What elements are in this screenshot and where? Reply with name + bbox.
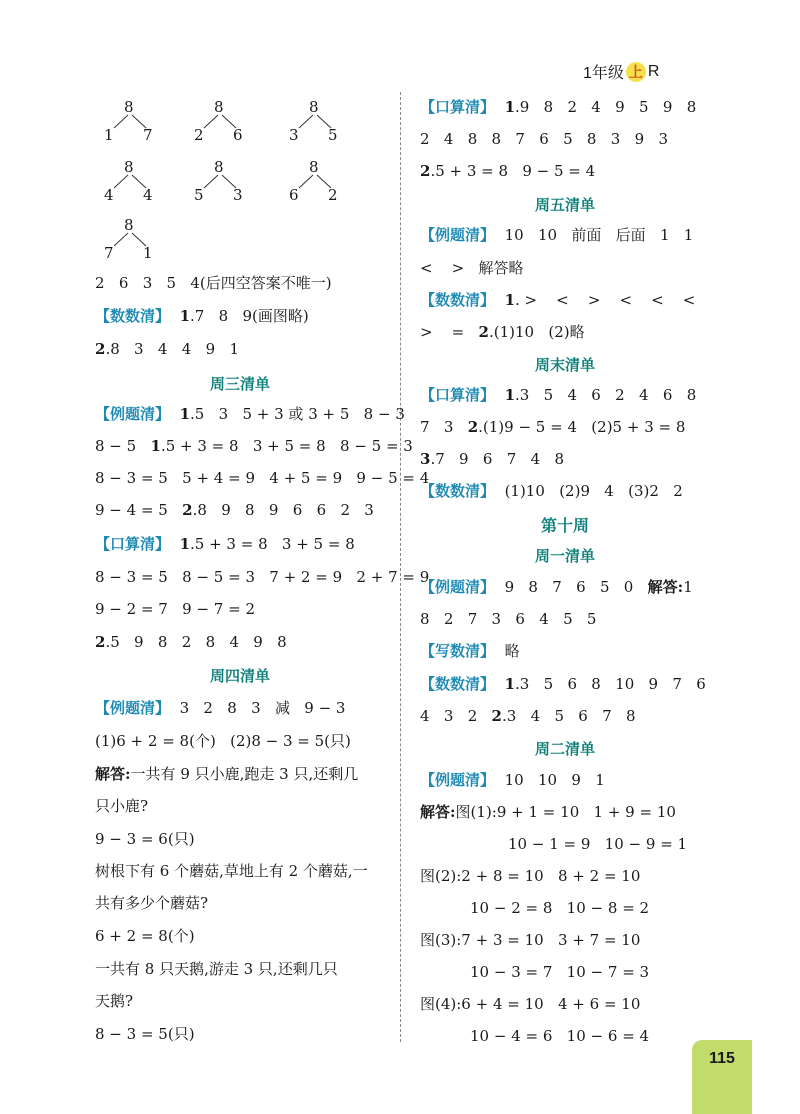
text-line xyxy=(420,322,585,342)
text-line: 8 − 3 = 5 5 + 4 = 9 4 + 5 = 9 9 − 5 = 4 xyxy=(95,469,430,487)
answer-text: 8 − 5 xyxy=(95,437,151,455)
text-line: 10 − 3 = 7 10 − 7 = 3 xyxy=(470,963,650,981)
answer-text: .5 + 3 = 8 3 + 5 = 8 8 − 5 = 3 xyxy=(160,437,413,455)
answer-text: > = xyxy=(420,323,479,341)
tag-kousuan: 【口算清】 xyxy=(95,535,171,553)
answer-text: 3 2 8 3 减 9 − 3 xyxy=(179,699,346,717)
text-line: 天鹅? xyxy=(95,992,134,1010)
number-bond xyxy=(190,158,250,218)
tag-shushu: 【数数清】 xyxy=(420,291,496,309)
text-line: 树根下有 6 个蘑菇,草地上有 2 个蘑菇,一 xyxy=(95,862,368,880)
text-line: 只小鹿? xyxy=(95,797,149,815)
number-bond xyxy=(100,98,160,158)
grade-badge: 上 xyxy=(626,62,646,82)
answer-text: 略 xyxy=(504,642,520,660)
tag-liti: 【例题清】 xyxy=(95,699,171,717)
bond-right: 3 xyxy=(233,186,243,204)
answer-text: .(1)10 (2)略 xyxy=(488,323,585,341)
item-number: 2 xyxy=(478,323,489,341)
text-line xyxy=(420,802,676,822)
text-line: 图(4):6 + 4 = 10 4 + 6 = 10 xyxy=(420,995,641,1013)
bond-right: 7 xyxy=(143,126,153,144)
answer-text: .5 + 3 = 8 9 − 5 = 4 xyxy=(430,162,596,180)
bond-top: 8 xyxy=(214,158,224,176)
answer-text: .(1)9 − 5 = 4 (2)5 + 3 = 8 xyxy=(478,418,686,436)
page-number: 115 xyxy=(709,1050,735,1067)
bond-top: 8 xyxy=(309,98,319,116)
bond-top: 8 xyxy=(309,158,319,176)
bond-left: 5 xyxy=(194,186,204,204)
answer-text: 图(1):9 + 1 = 10 1 + 9 = 10 xyxy=(455,803,676,821)
text-line: 10 − 2 = 8 10 − 8 = 2 xyxy=(470,899,650,917)
text-line: 6 + 2 = 8(个) xyxy=(95,927,195,945)
bond-left: 1 xyxy=(104,126,114,144)
bond-left: 7 xyxy=(104,244,114,262)
answer-text: 1 xyxy=(683,578,693,596)
answer-text: .7 9 6 7 4 8 xyxy=(430,450,564,468)
text-line xyxy=(420,641,520,661)
item-number: 2 xyxy=(95,633,106,651)
text-line xyxy=(420,385,696,405)
answer-text: .3 5 6 8 10 9 7 6 xyxy=(515,675,706,693)
item-number: 1 xyxy=(504,386,515,404)
bond-right: 4 xyxy=(143,186,153,204)
text-line xyxy=(95,632,287,652)
item-number: 1 xyxy=(150,437,161,455)
item-number: 1 xyxy=(179,405,190,423)
answer-text: 9 8 7 6 5 0 xyxy=(504,578,648,596)
text-line xyxy=(95,500,374,520)
text-line: 10 − 1 = 9 10 − 9 = 1 xyxy=(508,835,688,853)
tag-liti: 【例题清】 xyxy=(420,226,496,244)
text-line xyxy=(420,481,683,501)
item-number: 3 xyxy=(420,450,431,468)
tag-kousuan: 【口算清】 xyxy=(420,386,496,404)
bond-top: 8 xyxy=(124,158,134,176)
item-number: 2 xyxy=(491,707,502,725)
answer-text: .7 8 9(画图略) xyxy=(190,307,309,325)
bond-left: 6 xyxy=(289,186,299,204)
text-line: (1)6 + 2 = 8(个) (2)8 − 3 = 5(只) xyxy=(95,732,351,750)
answer-text: .3 4 5 6 7 8 xyxy=(501,707,636,725)
bond-right: 5 xyxy=(328,126,338,144)
section-title-week10: 第十周 xyxy=(540,516,589,535)
section-title-fri: 周五清单 xyxy=(534,196,595,214)
answer-text: (1)10 (2)9 4 (3)2 2 xyxy=(504,482,683,500)
text-line xyxy=(95,404,405,424)
tag-xieshu: 【写数清】 xyxy=(420,642,496,660)
text-line: 图(3):7 + 3 = 10 3 + 7 = 10 xyxy=(420,931,641,949)
text-line: 8 − 3 = 5(只) xyxy=(95,1025,195,1043)
bond-right: 6 xyxy=(233,126,243,144)
tag-liti: 【例题清】 xyxy=(95,405,171,423)
text-line xyxy=(420,225,693,245)
bond-top: 8 xyxy=(214,98,224,116)
number-bond xyxy=(100,158,160,218)
text-line xyxy=(95,534,355,554)
text-line: 9 − 3 = 6(只) xyxy=(95,830,195,848)
item-number: 2 xyxy=(420,162,431,180)
text-line xyxy=(420,770,605,790)
text-line: 10 − 4 = 6 10 − 6 = 4 xyxy=(470,1027,650,1045)
tag-shushu: 【数数清】 xyxy=(420,675,496,693)
answer-text: 10 10 9 1 xyxy=(504,771,605,789)
text-line xyxy=(95,436,413,456)
grade-label xyxy=(583,60,659,83)
section-title-wed: 周三清单 xyxy=(209,375,270,393)
bond-right: 1 xyxy=(143,244,153,262)
section-title-mon: 周一清单 xyxy=(534,547,595,565)
item-number: 1 xyxy=(179,535,190,553)
text-line xyxy=(420,449,564,469)
tag-shushu: 【数数清】 xyxy=(420,482,496,500)
answer-text: .8 9 8 9 6 6 2 3 xyxy=(192,501,374,519)
section-title-tue: 周二清单 xyxy=(534,740,595,758)
text-line: 图(2):2 + 8 = 10 8 + 2 = 10 xyxy=(420,867,641,885)
answer-text: .3 5 4 6 2 4 6 8 xyxy=(515,386,697,404)
text-line: < > 解答略 xyxy=(420,259,524,277)
answer-label: 解答: xyxy=(647,578,684,596)
section-title-thu: 周四清单 xyxy=(209,667,270,685)
answer-text: .5 + 3 = 8 3 + 5 = 8 xyxy=(190,535,355,553)
item-number: 1 xyxy=(504,98,515,116)
item-number: 1 xyxy=(504,291,515,309)
answer-text: .8 3 4 4 9 1 xyxy=(105,340,239,358)
answer-text: 10 10 前面 后面 1 1 xyxy=(504,226,694,244)
text-line xyxy=(95,764,358,784)
text-line: 2 4 8 8 7 6 5 8 3 9 3 xyxy=(420,130,669,148)
number-bond xyxy=(100,216,160,276)
text-line xyxy=(95,306,309,326)
answer-text: .5 3 5 + 3 或 3 + 5 8 − 3 xyxy=(190,405,405,423)
answer-text: 4 3 2 xyxy=(420,707,492,725)
answer-text: . > < > < < < xyxy=(515,291,696,309)
page-number-tab xyxy=(692,1040,752,1114)
number-bond xyxy=(285,98,345,158)
answer-text: .9 8 2 4 9 5 9 8 xyxy=(515,98,697,116)
tag-kousuan: 【口算清】 xyxy=(420,98,496,116)
text-line: 2 6 3 5 4(后四空答案不唯一) xyxy=(95,274,332,292)
tag-liti: 【例题清】 xyxy=(420,771,496,789)
text-line xyxy=(420,674,706,694)
text-line xyxy=(420,290,695,310)
grade-prefix: 1年级 xyxy=(583,65,624,82)
bond-left: 2 xyxy=(194,126,204,144)
text-line xyxy=(420,161,595,181)
text-line xyxy=(420,577,693,597)
section-title-weekend: 周末清单 xyxy=(534,356,595,374)
text-line: 9 − 2 = 7 9 − 7 = 2 xyxy=(95,600,255,618)
tag-liti: 【例题清】 xyxy=(420,578,496,596)
answer-text: 9 − 4 = 5 xyxy=(95,501,183,519)
text-line xyxy=(95,698,345,718)
item-number: 2 xyxy=(95,340,106,358)
item-number: 2 xyxy=(467,418,479,436)
item-number: 1 xyxy=(504,675,515,693)
text-line xyxy=(420,706,636,726)
bond-top: 8 xyxy=(124,216,134,234)
bond-left: 3 xyxy=(289,126,299,144)
answer-label: 解答: xyxy=(95,765,131,783)
number-bond xyxy=(285,158,345,218)
text-line: 共有多少个蘑菇? xyxy=(95,894,209,912)
text-line: 8 2 7 3 6 4 5 5 xyxy=(420,610,597,628)
answer-text: 一共有 9 只小鹿,跑走 3 只,还剩几 xyxy=(130,765,359,783)
answer-text: .5 9 8 2 8 4 9 8 xyxy=(105,633,287,651)
text-line xyxy=(420,417,685,437)
tag-shushu: 【数数清】 xyxy=(95,307,171,325)
bond-top: 8 xyxy=(124,98,134,116)
bond-left: 4 xyxy=(104,186,114,204)
grade-suffix: R xyxy=(647,62,660,80)
text-line xyxy=(420,97,696,117)
item-number: 1 xyxy=(179,307,190,325)
text-line xyxy=(95,339,239,359)
number-bond xyxy=(190,98,250,158)
answer-text: 7 3 xyxy=(420,418,468,436)
bond-right: 2 xyxy=(328,186,338,204)
text-line: 一共有 8 只天鹅,游走 3 只,还剩几只 xyxy=(95,960,338,978)
item-number: 2 xyxy=(182,501,193,519)
text-line: 8 − 3 = 5 8 − 5 = 3 7 + 2 = 9 2 + 7 = 9 xyxy=(95,568,430,586)
answer-label: 解答: xyxy=(420,803,456,821)
